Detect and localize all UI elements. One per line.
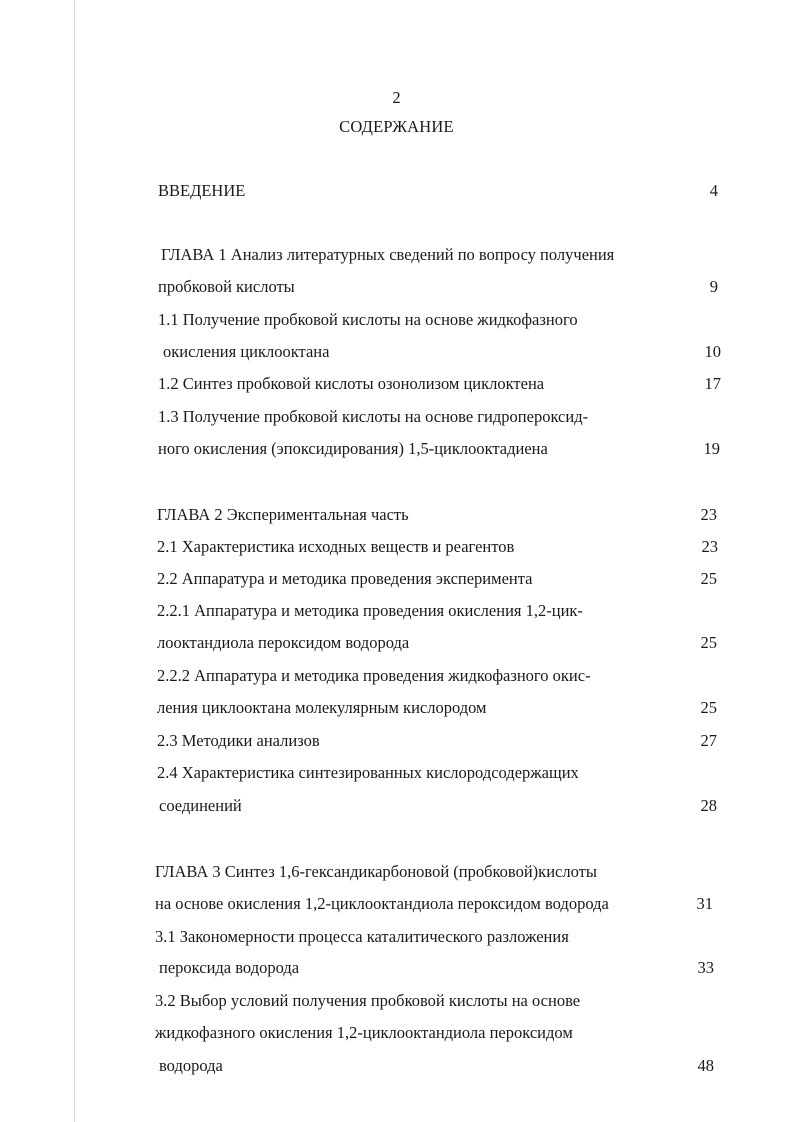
- toc-s2-1-line1: 2.1 Характеристика исходных веществ и реагентов: [157, 537, 515, 556]
- scan-edge-line: [74, 0, 75, 1122]
- toc-s2-2-line1: 2.2 Аппаратура и методика проведения эксперимента: [157, 569, 533, 588]
- toc-ch3-line1: ГЛАВА 3 Синтез 1,6-гександикарбоновой (пробковой)кислоты: [155, 862, 597, 881]
- toc-s2-2-page: 25: [700, 569, 717, 588]
- toc-s1-3-line2: ного окисления (эпоксидирования) 1,5-циклооктадиена: [158, 439, 548, 458]
- toc-ch3-line2: на основе окисления 1,2-циклооктандиола пероксидом водорода: [155, 894, 609, 913]
- toc-ch1-page: 9: [709, 277, 718, 296]
- toc-s3-2-line3: водорода: [159, 1056, 223, 1075]
- toc-s2-2-2-line2: ления циклооктана молекулярным кислородом: [157, 698, 487, 717]
- toc-s2-2-2-page: 25: [700, 698, 717, 717]
- toc-s2-3-page: 27: [700, 731, 717, 750]
- toc-s1-2-page: 17: [704, 374, 721, 393]
- toc-s3-1-line2: пероксида водорода: [159, 958, 300, 977]
- toc-s3-2-line2: жидкофазного окисления 1,2-циклооктандиола пероксидом: [155, 1023, 573, 1042]
- toc-ch3-page: 31: [696, 894, 713, 913]
- toc-s1-3-line1: 1.3 Получение пробковой кислоты на основе гидропероксид-: [158, 407, 589, 426]
- toc-s3-1-line1: 3.1 Закономерности процесса каталитического разложения: [155, 927, 569, 946]
- toc-s2-4-line2: соединений: [159, 796, 242, 815]
- toc-ch1-line2: пробковой кислоты: [158, 277, 295, 296]
- toc-s1-1-line1: 1.1 Получение пробковой кислоты на основе жидкофазного: [158, 310, 578, 329]
- toc-s1-3-page: 19: [703, 439, 720, 458]
- toc-s3-1-page: 33: [697, 958, 714, 977]
- toc-s2-2-2-line1: 2.2.2 Аппаратура и методика проведения жидкофазного окис-: [157, 666, 591, 685]
- toc-ch2-page: 23: [700, 505, 717, 524]
- toc-intro-title: ВВЕДЕНИЕ: [158, 181, 246, 200]
- toc-s2-4-line1: 2.4 Характеристика синтезированных кислородсодержащих: [157, 763, 579, 782]
- toc-s2-2-1-line2: лооктандиола пероксидом водорода: [157, 633, 410, 652]
- page-number: 2: [392, 88, 401, 107]
- toc-s1-1-page: 10: [704, 342, 721, 361]
- toc-intro-page: 4: [709, 181, 718, 200]
- page-title: СОДЕРЖАНИЕ: [339, 117, 454, 136]
- toc-s2-3-line1: 2.3 Методики анализов: [157, 731, 320, 750]
- toc-s2-2-1-page: 25: [700, 633, 717, 652]
- toc-s1-2-line1: 1.2 Синтез пробковой кислоты озонолизом циклоктена: [158, 374, 545, 393]
- toc-s2-1-page: 23: [701, 537, 718, 556]
- toc-s3-2-line1: 3.2 Выбор условий получения пробковой кислоты на основе: [155, 991, 581, 1010]
- toc-ch2-line1: ГЛАВА 2 Экспериментальная часть: [157, 505, 409, 524]
- toc-ch1-line1: ГЛАВА 1 Анализ литературных сведений по вопросу получения: [161, 245, 615, 264]
- toc-s3-2-page: 48: [697, 1056, 714, 1075]
- toc-s2-2-1-line1: 2.2.1 Аппаратура и методика проведения окисления 1,2-цик-: [157, 601, 583, 620]
- toc-s2-4-page: 28: [700, 796, 717, 815]
- toc-s1-1-line2: окисления циклооктана: [163, 342, 330, 361]
